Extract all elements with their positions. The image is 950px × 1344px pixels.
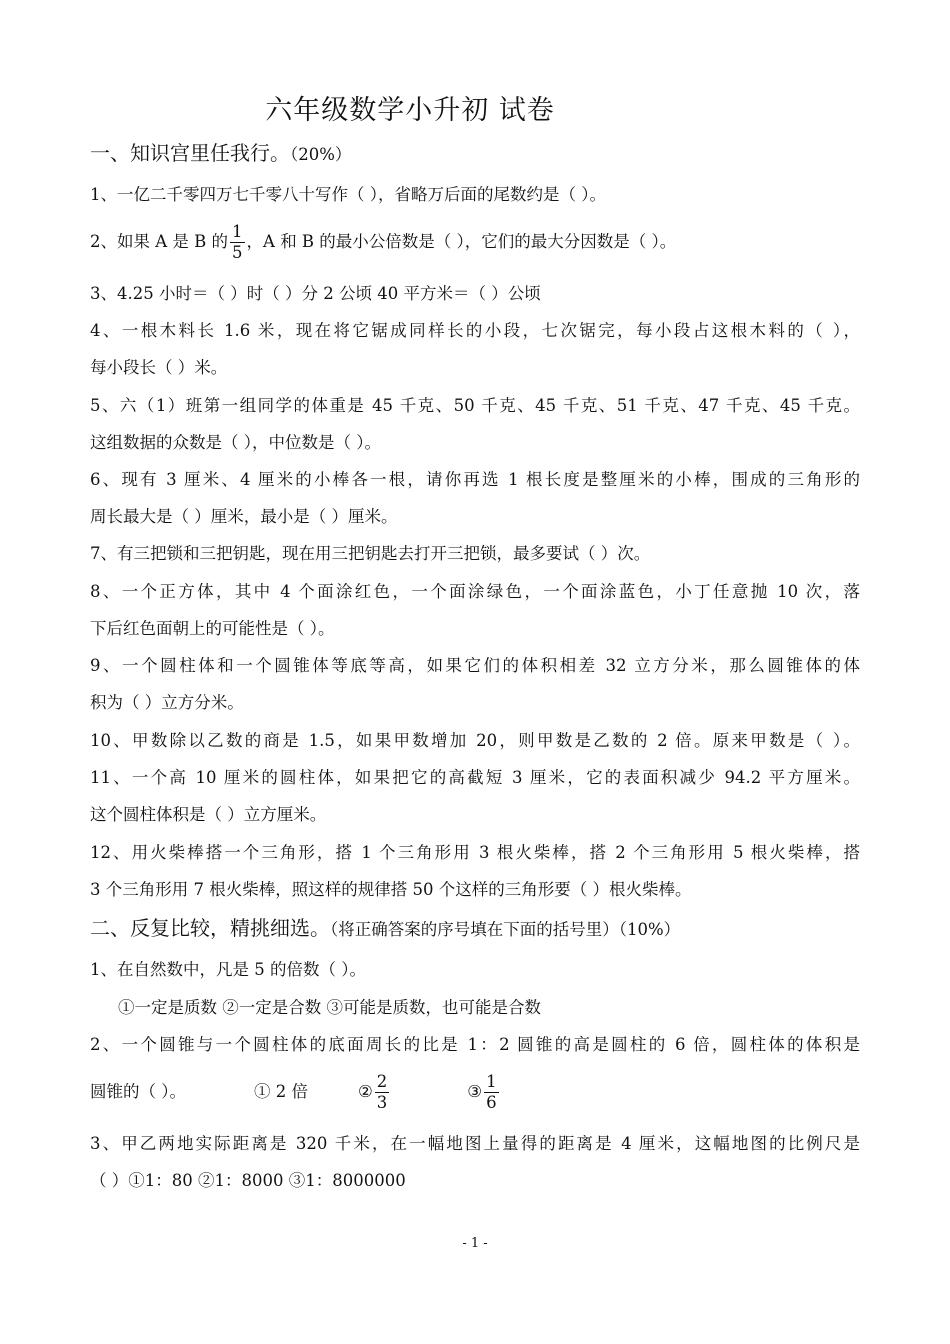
section-2-question-3-line-2: （ ）①1：80 ②1：8000 ③1：8000000 bbox=[90, 1171, 406, 1190]
question-2 bbox=[90, 222, 860, 263]
question-6-line-2: 周长最大是（ ）厘米，最小是（ ）厘米。 bbox=[90, 507, 398, 526]
question-5-line-2: 这组数据的众数是（ ），中位数是（ ）。 bbox=[90, 433, 381, 452]
question-11-line-2: 这个圆柱体积是（ ）立方厘米。 bbox=[90, 805, 327, 824]
section-1-heading bbox=[90, 140, 860, 168]
question-2-part-b: ，A 和 B 的最小公倍数是（ ），它们的最大分因数是（ ）。 bbox=[246, 232, 677, 251]
question-3: 3、4.25 小时＝（ ）时（ ）分 2 公顷 40 平方米＝（ ）公顷 bbox=[90, 284, 541, 303]
option-3-marker: ③ bbox=[467, 1082, 483, 1101]
option-1: ① 2 倍 bbox=[254, 1082, 308, 1101]
fraction-one-sixth bbox=[484, 1072, 499, 1113]
question-12-line-2: 3 个三角形用 7 根火柴棒，照这样的规律搭 50 个这样的三角形要（ ）根火柴棒。 bbox=[90, 880, 692, 899]
section-2-question-2-prompt: 圆锥的（ ）。 bbox=[90, 1082, 186, 1101]
fraction-numerator: 2 bbox=[376, 1072, 388, 1091]
fraction-denominator: 5 bbox=[232, 243, 243, 262]
question-9-line-1: 9、一个圆柱体和一个圆锥体等底等高，如果它们的体积相差 32 立方分米，那么圆锥体的体 bbox=[90, 656, 860, 675]
section-2-question-2-line-2 bbox=[90, 1070, 860, 1114]
fraction-denominator: 6 bbox=[486, 1093, 497, 1112]
fraction-one-fifth bbox=[230, 222, 245, 263]
fraction-two-thirds bbox=[375, 1072, 390, 1113]
option-2-marker: ② bbox=[358, 1082, 373, 1101]
question-5-line-1: 5、六（1）班第一组同学的体重是 45 千克、50 千克、45 千克、51 千克、47 千克、45 千克。 bbox=[90, 396, 860, 415]
question-11-line-1: 11、一个高 10 厘米的圆柱体，如果把它的高截短 3 厘米，它的表面积减少 94.2 平方厘米。 bbox=[90, 768, 860, 787]
question-2-part-a: 2、如果 A 是 B 的 bbox=[90, 232, 229, 251]
section-1-score: （20%） bbox=[290, 145, 352, 164]
section-2-instructions: （将正确答案的序号填在下面的括号里）（10%） bbox=[330, 920, 681, 939]
question-7: 7、有三把锁和三把钥匙，现在用三把钥匙去打开三把锁，最多要试（ ）次。 bbox=[90, 544, 651, 563]
fraction-numerator: 1 bbox=[486, 1072, 497, 1091]
fraction-numerator: 1 bbox=[232, 222, 243, 241]
question-6-line-1: 6、现有 3 厘米、4 厘米的小棒各一根，请你再选 1 根长度是整厘米的小棒，围成的三角形的 bbox=[90, 470, 860, 489]
page-title: 六年级数学小升初 试卷 bbox=[265, 95, 555, 126]
question-8-line-1: 8、一个正方体，其中 4 个面涂红色，一个面涂绿色，一个面涂蓝色，小丁任意抛 10 次，落 bbox=[90, 582, 860, 601]
section-2-heading bbox=[90, 915, 860, 943]
fraction-denominator: 3 bbox=[376, 1093, 388, 1112]
question-10: 10、甲数除以乙数的商是 1.5，如果甲数增加 20，则甲数是乙数的 2 倍。原来甲数是（ ）。 bbox=[90, 731, 860, 750]
question-4-line-2: 每小段长（ ）米。 bbox=[90, 358, 228, 377]
question-9-line-2: 积为（ ）立方分米。 bbox=[90, 693, 244, 712]
section-2-question-1-options: ①一定是质数 ②一定是合数 ③可能是质数，也可能是合数 bbox=[118, 998, 541, 1017]
section-2-question-3-line-1: 3、甲乙两地实际距离是 320 千米，在一幅地图上量得的距离是 4 厘米，这幅地图的比例尺是 bbox=[90, 1134, 860, 1153]
section-2-title: 二、反复比较，精挑细选。 bbox=[90, 916, 330, 940]
question-12-line-1: 12、用火柴棒搭一个三角形，搭 1 个三角形用 3 根火柴棒，搭 2 个三角形用 5 根火柴棒，搭 bbox=[90, 843, 860, 862]
page-number: - 1 - bbox=[462, 1236, 488, 1251]
section-1-title: 一、知识宫里任我行。 bbox=[90, 141, 290, 165]
section-2-question-1: 1、在自然数中，凡是 5 的倍数（ ）。 bbox=[90, 960, 366, 979]
question-8-line-2: 下后红色面朝上的可能性是（ ）。 bbox=[90, 619, 335, 638]
section-2-question-2-line-1: 2、一个圆锥与一个圆柱体的底面周长的比是 1：2 圆锥的高是圆柱的 6 倍，圆柱体的体积是 bbox=[90, 1035, 860, 1054]
question-4-line-1: 4、一根木料长 1.6 米，现在将它锯成同样长的小段，七次锯完，每小段占这根木料的（ ）， bbox=[90, 321, 860, 340]
question-1: 1、一亿二千零四万七千零八十写作（ ），省略万后面的尾数约是（ ）。 bbox=[90, 185, 606, 204]
